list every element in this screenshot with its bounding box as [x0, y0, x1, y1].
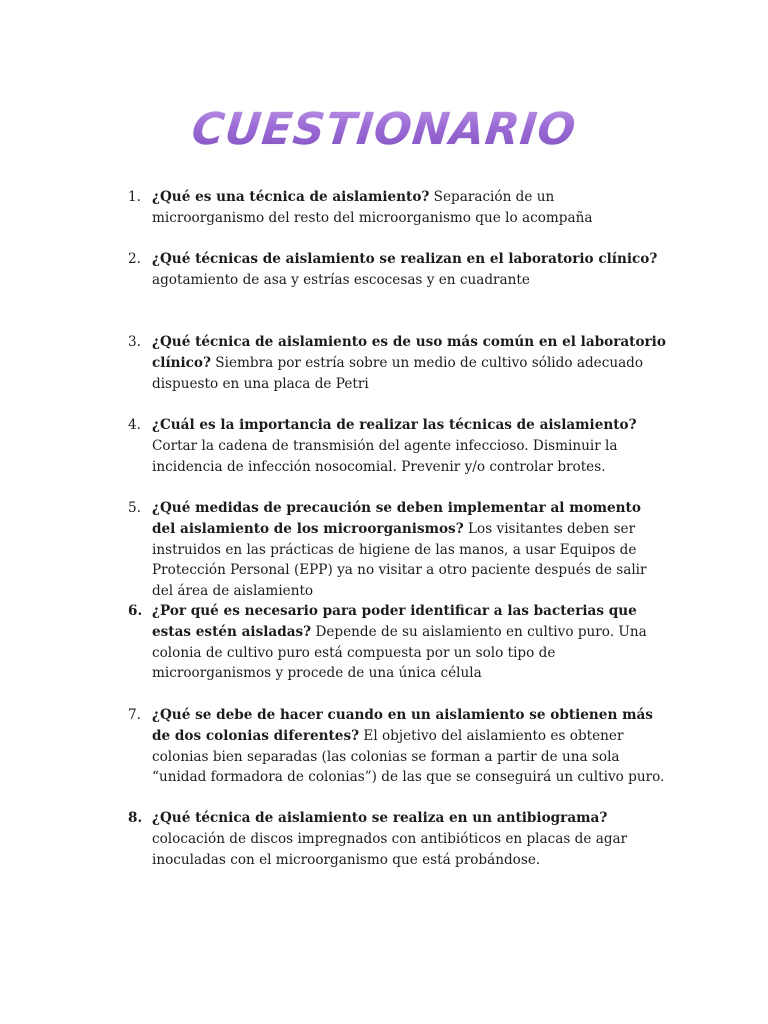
- question-body: [152, 808, 668, 870]
- question-body: [152, 601, 668, 684]
- answer-text: Cortar la cadena de transmisión del agente infeccioso. Disminuir la incidencia de infección nosocomial. Prevenir y/o controlar brotes.: [152, 437, 618, 475]
- question-body: [152, 187, 668, 229]
- question-item-3: [128, 332, 668, 394]
- question-body: [152, 249, 668, 291]
- question-number: 3.: [128, 334, 141, 350]
- title-container: [0, 104, 768, 155]
- question-number: 6.: [128, 603, 143, 619]
- question-text: ¿Qué técnica de aislamiento es de uso más común en el laboratorio clínico?: [152, 334, 666, 371]
- question-text: ¿Qué se debe de hacer cuando en un aislamiento se obtienen más de dos colonias diferentes?: [152, 707, 653, 744]
- question-text: ¿Cuál es la importancia de realizar las técnicas de aislamiento?: [152, 417, 637, 433]
- answer-text: colocación de discos impregnados con antibióticos en placas de agar inoculadas con el microorganismo que está probándose.: [152, 830, 628, 868]
- question-text: ¿Qué es una técnica de aislamiento?: [152, 189, 430, 205]
- question-text: ¿Qué medidas de precaución se deben implementar al momento del aislamiento de los microorganismos?: [152, 500, 641, 537]
- question-body: [152, 705, 668, 788]
- question-body: [152, 498, 668, 602]
- answer-text: Separación de un microorganismo del resto del microorganismo que lo acompaña: [152, 189, 593, 226]
- question-number: 4.: [128, 417, 141, 433]
- answer-text: agotamiento de asa y estrías escocesas y en cuadrante: [152, 271, 530, 288]
- question-number: 7.: [128, 707, 141, 723]
- answer-text: Depende de su aislamiento en cultivo puro. Una colonia de cultivo puro está compuesta por un solo tipo de microorganismos y procede de una única célula: [152, 623, 647, 682]
- question-item-1: [128, 187, 668, 229]
- question-text: ¿Por qué es necesario para poder identificar a las bacterias que estas estén aisladas?: [152, 603, 637, 640]
- page-title: CUESTIONARIO: [189, 104, 579, 155]
- question-item-5: [128, 498, 668, 602]
- question-body: [152, 332, 668, 394]
- question-number: 1.: [128, 189, 141, 205]
- answer-text: El objetivo del aislamiento es obtener colonias bien separadas (las colonias se forman a partir de una sola “unidad formadora de colonias”) de las que se conseguirá un cultivo puro.: [152, 727, 665, 786]
- question-item-8: [128, 808, 668, 870]
- question-number: 2.: [128, 251, 141, 267]
- question-item-4: [128, 415, 668, 477]
- question-text: ¿Qué técnica de aislamiento se realiza en un antibiograma?: [152, 810, 608, 826]
- question-item-7: [128, 705, 668, 788]
- question-number: 8.: [128, 810, 143, 826]
- question-item-2: [128, 249, 668, 291]
- question-text: ¿Qué técnicas de aislamiento se realizan en el laboratorio clínico?: [152, 251, 658, 267]
- question-number: 5.: [128, 500, 141, 516]
- question-item-6: [128, 601, 668, 684]
- question-body: [152, 415, 668, 477]
- answer-text: Los visitantes deben ser instruidos en las prácticas de higiene de las manos, a usar Equipos de Protección Personal (EPP) ya no visitar a otro paciente después de salir del área de aislamiento: [152, 520, 647, 600]
- answer-text: Siembra por estría sobre un medio de cultivo sólido adecuado dispuesto en una placa de Petri: [152, 354, 644, 392]
